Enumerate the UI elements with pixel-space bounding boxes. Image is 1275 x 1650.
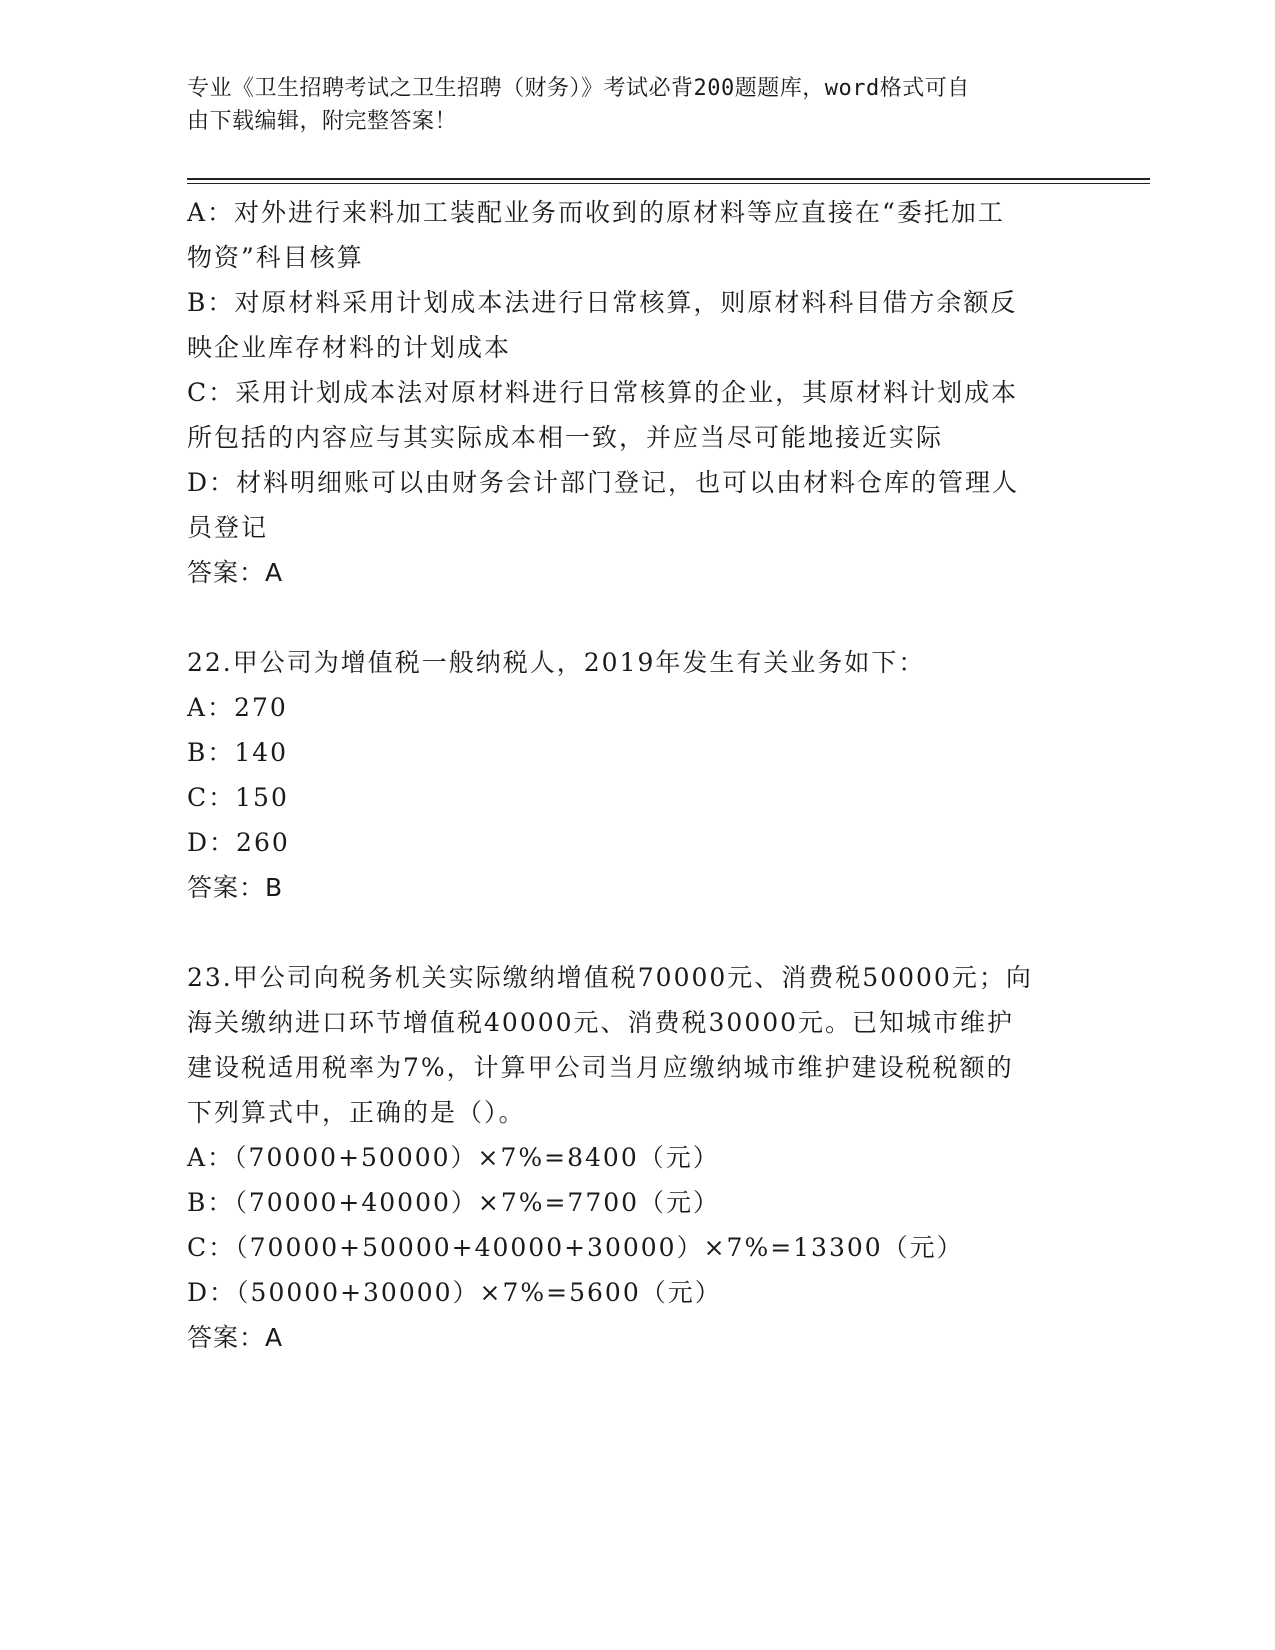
- q21-option-c-line-2: 所包括的内容应与其实际成本相一致，并应当尽可能地接近实际: [187, 423, 944, 452]
- q22-option-b: B：140: [187, 738, 289, 767]
- q21-option-a-line-2: 物资”科目核算: [187, 243, 364, 272]
- header-divider-thick: [187, 178, 1150, 180]
- q22-option-a: A：270: [187, 693, 288, 722]
- q22-stem: 22.甲公司为增值税一般纳税人，2019年发生有关业务如下：: [187, 648, 926, 677]
- q21-option-c-line-1: C：采用计划成本法对原材料进行日常核算的企业，其原材料计划成本: [187, 378, 1019, 407]
- q22-option-d: D：260: [187, 828, 290, 857]
- q21-option-d-line-2: 员登记: [187, 513, 269, 542]
- q23-option-d: D：（50000+30000）×7%=5600（元）: [187, 1278, 722, 1307]
- q23-stem-line-2: 海关缴纳进口环节增值税40000元、消费税30000元。已知城市维护: [187, 1008, 1015, 1037]
- q23-option-a: A：（70000+50000）×7%=8400（元）: [187, 1143, 720, 1172]
- q21-option-b-line-1: B：对原材料采用计划成本法进行日常核算，则原材料科目借方余额反: [187, 288, 1018, 317]
- question-content: [187, 190, 1067, 1360]
- question-23: [187, 955, 1067, 1360]
- document-header: [187, 72, 1067, 138]
- q23-option-c: C：（70000+50000+40000+30000）×7%=13300（元）: [187, 1233, 964, 1262]
- spacer: [187, 910, 1067, 955]
- q23-option-b: B：（70000+40000）×7%=7700（元）: [187, 1188, 721, 1217]
- question-22: [187, 640, 1067, 910]
- q23-stem-line-1: 23.甲公司向税务机关实际缴纳增值税70000元、消费税50000元；向: [187, 963, 1033, 992]
- header-divider-thin: [187, 183, 1150, 184]
- header-line-1: 专业《卫生招聘考试之卫生招聘（财务）》考试必背200题题库，word格式可自: [187, 76, 970, 101]
- spacer: [187, 595, 1067, 640]
- q21-answer: 答案：A: [187, 558, 284, 587]
- q22-answer: 答案：B: [187, 873, 284, 902]
- q22-option-c: C：150: [187, 783, 289, 812]
- q23-answer: 答案：A: [187, 1323, 284, 1352]
- question-21: [187, 190, 1067, 595]
- q21-option-b-line-2: 映企业库存材料的计划成本: [187, 333, 512, 362]
- header-line-2: 由下载编辑，附完整答案！: [187, 109, 458, 134]
- q21-option-d-line-1: D：材料明细账可以由财务会计部门登记，也可以由材料仓库的管理人: [187, 468, 1020, 497]
- q23-stem-line-4: 下列算式中，正确的是（）。: [187, 1098, 526, 1127]
- q21-option-a-line-1: A：对外进行来料加工装配业务而收到的原材料等应直接在“委托加工: [187, 198, 1005, 227]
- q23-stem-line-3: 建设税适用税率为7%，计算甲公司当月应缴纳城市维护建设税税额的: [187, 1053, 1014, 1082]
